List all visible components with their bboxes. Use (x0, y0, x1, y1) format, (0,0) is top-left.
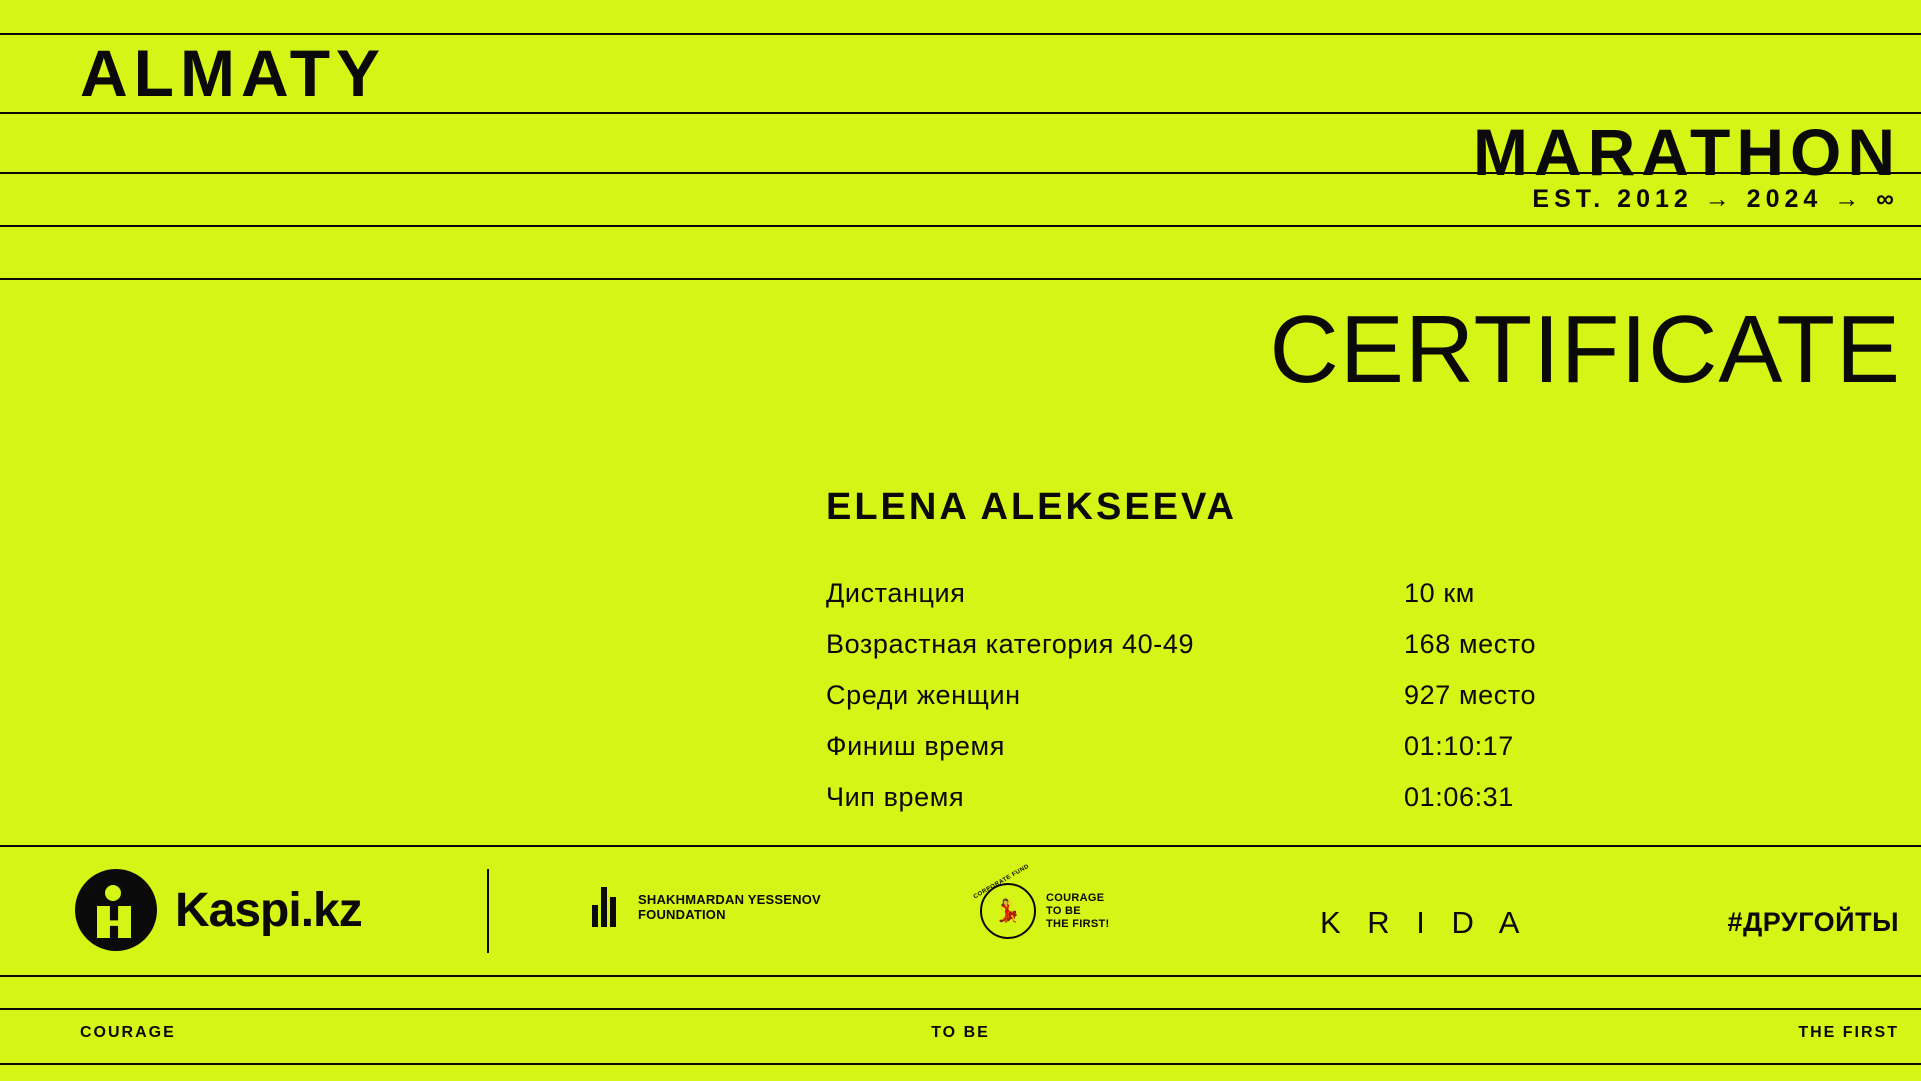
runner-name: ELENA ALEKSEEVA (826, 486, 1237, 528)
results-table (826, 578, 1756, 833)
table-row (826, 578, 1756, 629)
result-label: Дистанция (826, 578, 966, 608)
brand-line-marathon: MARATHON (1472, 115, 1901, 189)
divider-rule (0, 975, 1921, 977)
brand-line-almaty: ALMATY (80, 36, 387, 110)
sponsor-yessenov-line2: FOUNDATION (638, 907, 726, 922)
footer-tagline (0, 1008, 1921, 1063)
page-title: CERTIFICATE (1269, 296, 1901, 403)
sponsor-kaspi (75, 869, 362, 951)
sponsor-kaspi-label: Kaspi.kz (175, 883, 362, 937)
sponsor-yessenov (592, 887, 821, 927)
corporate-line1: COURAGE (1046, 891, 1105, 904)
result-value: 10 км (1404, 578, 1475, 608)
corporate-line2: TO BE (1046, 904, 1081, 917)
table-row (826, 680, 1756, 731)
footer-center-text: TO BE (931, 1024, 990, 1041)
corporate-line3: THE FIRST! (1046, 917, 1110, 930)
masthead (0, 0, 1921, 278)
courage-person-icon: 💃 (980, 883, 1036, 939)
sponsor-yessenov-label (638, 892, 821, 922)
yessenov-bars-icon (592, 887, 626, 927)
result-value: 927 место (1404, 680, 1537, 710)
divider-rule (0, 1063, 1921, 1065)
divider-rule (0, 278, 1921, 280)
result-value: 01:06:31 (1404, 782, 1514, 812)
footer-left-text: COURAGE (80, 1024, 176, 1041)
sponsor-corporate-label (1046, 892, 1110, 931)
result-label: Среди женщин (826, 680, 1021, 710)
result-value: 01:10:17 (1404, 731, 1514, 761)
corporate-fund-ring-text: CORPORATE FUND (972, 863, 1031, 901)
sponsor-hashtag-label: #ДРУГОЙТЫ (1727, 907, 1899, 937)
kaspi-logo-icon (75, 869, 157, 951)
result-label: Финиш время (826, 731, 1005, 761)
established-line: EST. 2012 → 2024 → ∞ (1532, 185, 1899, 213)
table-row (826, 782, 1756, 833)
sponsor-divider (487, 869, 489, 953)
footer-right-text: THE FIRST (1798, 1024, 1899, 1041)
result-label: Возрастная категория 40-49 (826, 629, 1195, 659)
table-row (826, 731, 1756, 782)
sponsor-yessenov-line1: SHAKHMARDAN YESSENOV (638, 892, 821, 907)
result-label: Чип время (826, 782, 965, 812)
table-row (826, 629, 1756, 680)
sponsor-krida-label: K R I D A (1320, 905, 1529, 940)
result-value: 168 место (1404, 629, 1537, 659)
sponsor-strip (0, 845, 1921, 975)
sponsor-corporate-fund (980, 883, 1110, 939)
